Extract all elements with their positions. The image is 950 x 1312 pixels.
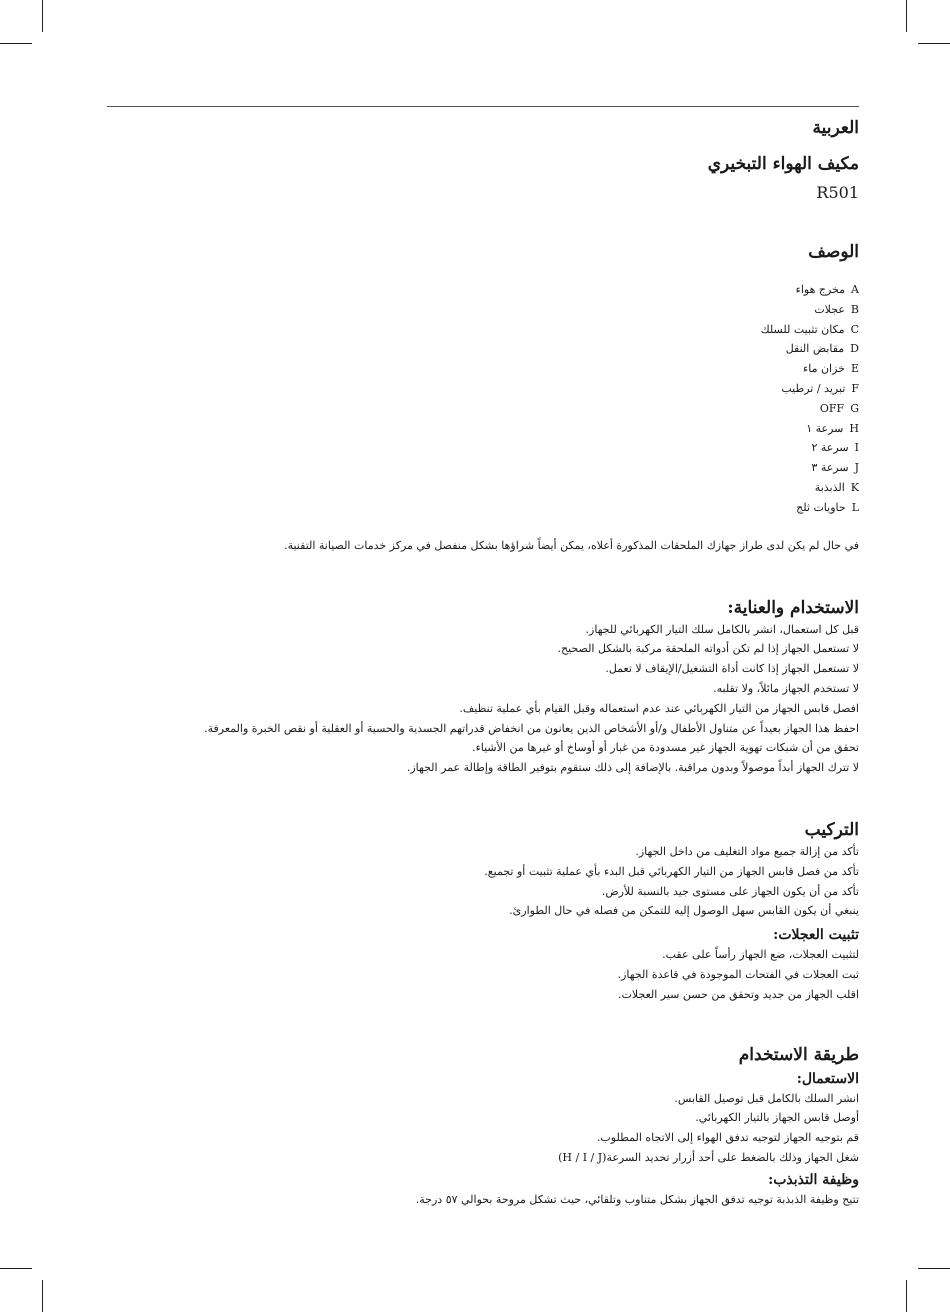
wheels-list bbox=[107, 945, 859, 1004]
part-letter: C bbox=[850, 322, 859, 336]
part-label: سرعة ١ bbox=[806, 421, 844, 435]
part-letter: D bbox=[850, 342, 859, 356]
part-letter: E bbox=[850, 362, 859, 376]
oscillation-list bbox=[107, 1190, 859, 1210]
part-letter: G bbox=[850, 401, 859, 415]
part-label: مقابض النقل bbox=[785, 342, 845, 356]
part-label: الذبذبة bbox=[814, 480, 845, 494]
usage-care-list bbox=[107, 620, 859, 778]
list-item: لا تستخدم الجهاز مائلاً، ولا تقلبه. bbox=[713, 681, 859, 695]
part-letter: J bbox=[854, 461, 859, 475]
accessories-note: في حال لم يكن لدى طراز جهازك الملحقات المذكورة أعلاه، يمكن أيضاً شراؤها بشكل منفصل في مركز خدمات الصيانة التقنية. bbox=[284, 538, 859, 552]
list-item: تأكد من أن يكون الجهاز على مستوى جيد بالنسبة للأرض. bbox=[601, 884, 859, 898]
part-item bbox=[107, 280, 859, 300]
list-item: افصل قابس الجهاز من التيار الكهربائي عند عدم استعماله وقبل القيام بأي عملية تنظيف. bbox=[459, 701, 859, 715]
crop-mark bbox=[906, 1280, 907, 1312]
use-heading: الاستعمال: bbox=[796, 1070, 859, 1087]
part-item bbox=[107, 399, 859, 419]
list-item: أوصل قابس الجهاز بالتيار الكهربائي. bbox=[695, 1111, 859, 1125]
part-letter: H bbox=[849, 421, 859, 435]
part-letter: I bbox=[854, 441, 859, 455]
usage-care-heading: الاستخدام والعناية: bbox=[727, 597, 859, 618]
use-list bbox=[107, 1089, 859, 1168]
part-label: سرعة ٣ bbox=[811, 461, 849, 475]
list-item: احفظ هذا الجهاز بعيداً عن متناول الأطفال و/أو الأشخاص الذين يعانون من انخفاض قدراتهم الجسدية والحسية أو العقلية أو نقص الخبرة والمعرفة. bbox=[204, 721, 859, 735]
list-item: لتثبيت العجلات، ضع الجهاز رأساً على عقب. bbox=[662, 948, 859, 962]
list-item: تأكد من فصل قابس الجهاز من التيار الكهربائي قبل البدء بأي عملية تثبيت أو تجميع. bbox=[484, 864, 859, 878]
part-label: OFF bbox=[819, 401, 845, 415]
list-item: اقلب الجهاز من جديد وتحقق من حسن سير العجلات. bbox=[618, 987, 859, 1001]
part-item bbox=[107, 339, 859, 359]
crop-mark bbox=[906, 0, 907, 32]
list-item: قم بتوجيه الجهاز لتوجيه تدفق الهواء إلى الاتجاه المطلوب. bbox=[596, 1131, 859, 1145]
language-label: العربية bbox=[812, 118, 859, 138]
part-item bbox=[107, 438, 859, 458]
part-letter: A bbox=[851, 283, 859, 296]
part-label: عجلات bbox=[814, 302, 845, 316]
part-item bbox=[107, 300, 859, 320]
part-item bbox=[107, 320, 859, 340]
crop-mark bbox=[918, 1268, 950, 1269]
part-label: سرعة ٢ bbox=[811, 441, 849, 455]
part-label: تبريد / ترطيب bbox=[781, 381, 846, 395]
list-item: انشر السلك بالكامل قبل توصيل القابس. bbox=[674, 1091, 859, 1105]
part-letter: B bbox=[850, 302, 859, 316]
part-letter: L bbox=[851, 500, 859, 514]
part-item bbox=[107, 498, 859, 518]
part-item bbox=[107, 419, 859, 439]
part-item bbox=[107, 379, 859, 399]
part-letter: F bbox=[851, 381, 859, 395]
installation-list bbox=[107, 842, 859, 921]
parts-list bbox=[107, 280, 859, 518]
part-label: مكان تثبيت للسلك bbox=[760, 322, 845, 336]
list-item: تأكد من إزالة جميع مواد التغليف من داخل الجهاز. bbox=[635, 844, 859, 858]
description-heading: الوصف bbox=[808, 242, 859, 262]
list-item: شغل الجهاز وذلك بالضغط على أحد أزرار تحديد السرعة(H / I / J) bbox=[558, 1150, 859, 1164]
document-content bbox=[107, 112, 859, 1210]
crop-mark bbox=[918, 43, 950, 44]
part-label: خزان ماء bbox=[803, 362, 845, 376]
model-number: R501 bbox=[816, 183, 859, 202]
list-item: لا تستعمل الجهاز إذا لم تكن أدواته الملحقة مركبة بالشكل الصحيح. bbox=[557, 642, 859, 656]
list-item: ثبت العجلات في الفتحات الموجودة في قاعدة الجهاز. bbox=[617, 967, 859, 981]
part-label: حاويات ثلج bbox=[796, 500, 846, 514]
oscillation-heading: وظيفة التذبذب: bbox=[768, 1171, 859, 1188]
part-item bbox=[107, 359, 859, 379]
header-rule bbox=[107, 106, 859, 107]
installation-heading: التركيب bbox=[804, 819, 859, 840]
method-heading: طريقة الاستخدام bbox=[738, 1044, 859, 1065]
crop-mark bbox=[0, 43, 32, 44]
list-item: ينبغي أن يكون القابس سهل الوصول إليه للتمكن من فصله في حال الطوارئ. bbox=[509, 904, 859, 918]
part-letter: K bbox=[850, 480, 859, 494]
list-item: قبل كل استعمال، انشر بالكامل سلك التيار الكهربائي للجهاز. bbox=[585, 622, 859, 636]
wheels-heading: تثبيت العجلات: bbox=[773, 927, 859, 944]
part-item bbox=[107, 458, 859, 478]
product-title: مكيف الهواء التبخيري bbox=[707, 154, 859, 174]
crop-mark bbox=[42, 1280, 43, 1312]
list-item: لا تترك الجهاز أبداً موصولاً وبدون مراقبة. بالإضافة إلى ذلك ستقوم بتوفير الطاقة وإطالة عمر الجهاز. bbox=[406, 761, 859, 775]
list-item: لا تستعمل الجهاز إذا كانت أداة التشغيل/الإيقاف لا تعمل. bbox=[605, 662, 859, 676]
list-item: تتيح وظيفة الذبذبة توجيه تدفق الجهاز بشكل متناوب وتلقائي، حيث تشكل مروحة بحوالي ٥٧ درجة. bbox=[415, 1192, 859, 1206]
crop-mark bbox=[42, 0, 43, 32]
part-item bbox=[107, 478, 859, 498]
part-label: مخرج هواء bbox=[795, 283, 846, 296]
crop-mark bbox=[0, 1268, 32, 1269]
list-item: تحقق من أن شبكات تهوية الجهاز غير مسدودة من غبار أو أوساخ أو غيرها من الأشياء. bbox=[472, 741, 859, 755]
